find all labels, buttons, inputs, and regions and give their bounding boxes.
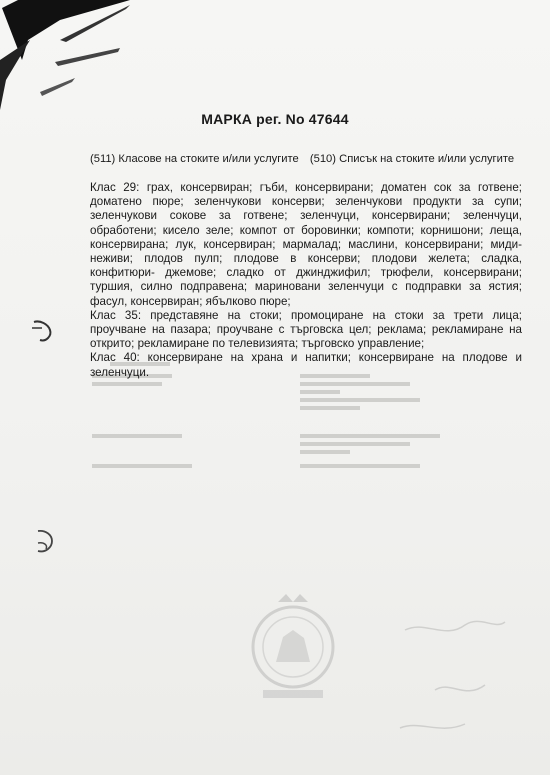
class-29-text: Клас 29: грах, консервиран; гъби, консервирани; доматен сок за готвене; доматено пюре; зеленчукови консерви; зеленчукови продукти за супи; зеленчукови сокове за готвене; зеленчуци, консервирани; зеленчуци, обработени; кисело зеле; компот от боровинки; компоти; корнишони; леща, консервирана; лук, консервиран; мармалад; маслини, консервирани; миди- неживи; плодов пулп; плодове в консерви; плодови желета; сладка, конфитюри- джемове; сладко от джинджифил; трюфели, консервирани; туршия, силно подправена; маринoвани зеленчуци с подправки за ястия; фасул, консервиран; ябълково пюре;	[90, 181, 522, 308]
field-511-label: (511) Класове на стоките и/или услугите	[90, 153, 299, 165]
goods-services-list	[90, 181, 522, 380]
faded-signature	[395, 610, 515, 740]
document-title: МАРКА рег. No 47644	[201, 111, 349, 127]
punch-hole-mark-lower	[32, 527, 62, 559]
class-35-text: Клас 35: представяне на стоки; промоциране на стоки за трети лица; проучване на пазара; проучване с търговска цел; реклама; рекламиране на открито; рекламиране по телевизията; търговско управление;	[90, 308, 522, 351]
field-header-row	[90, 153, 530, 165]
field-510-label: (510) Списък на стоките и/или услугите	[309, 153, 515, 165]
ghost-text-background	[90, 360, 510, 560]
class-40-text: Клас 40: консервиране на храна и напитки; консервиране на плодове и зеленчуци.	[90, 351, 522, 379]
punch-hole-mark-upper	[30, 318, 60, 348]
faded-seal-logo	[238, 592, 348, 702]
